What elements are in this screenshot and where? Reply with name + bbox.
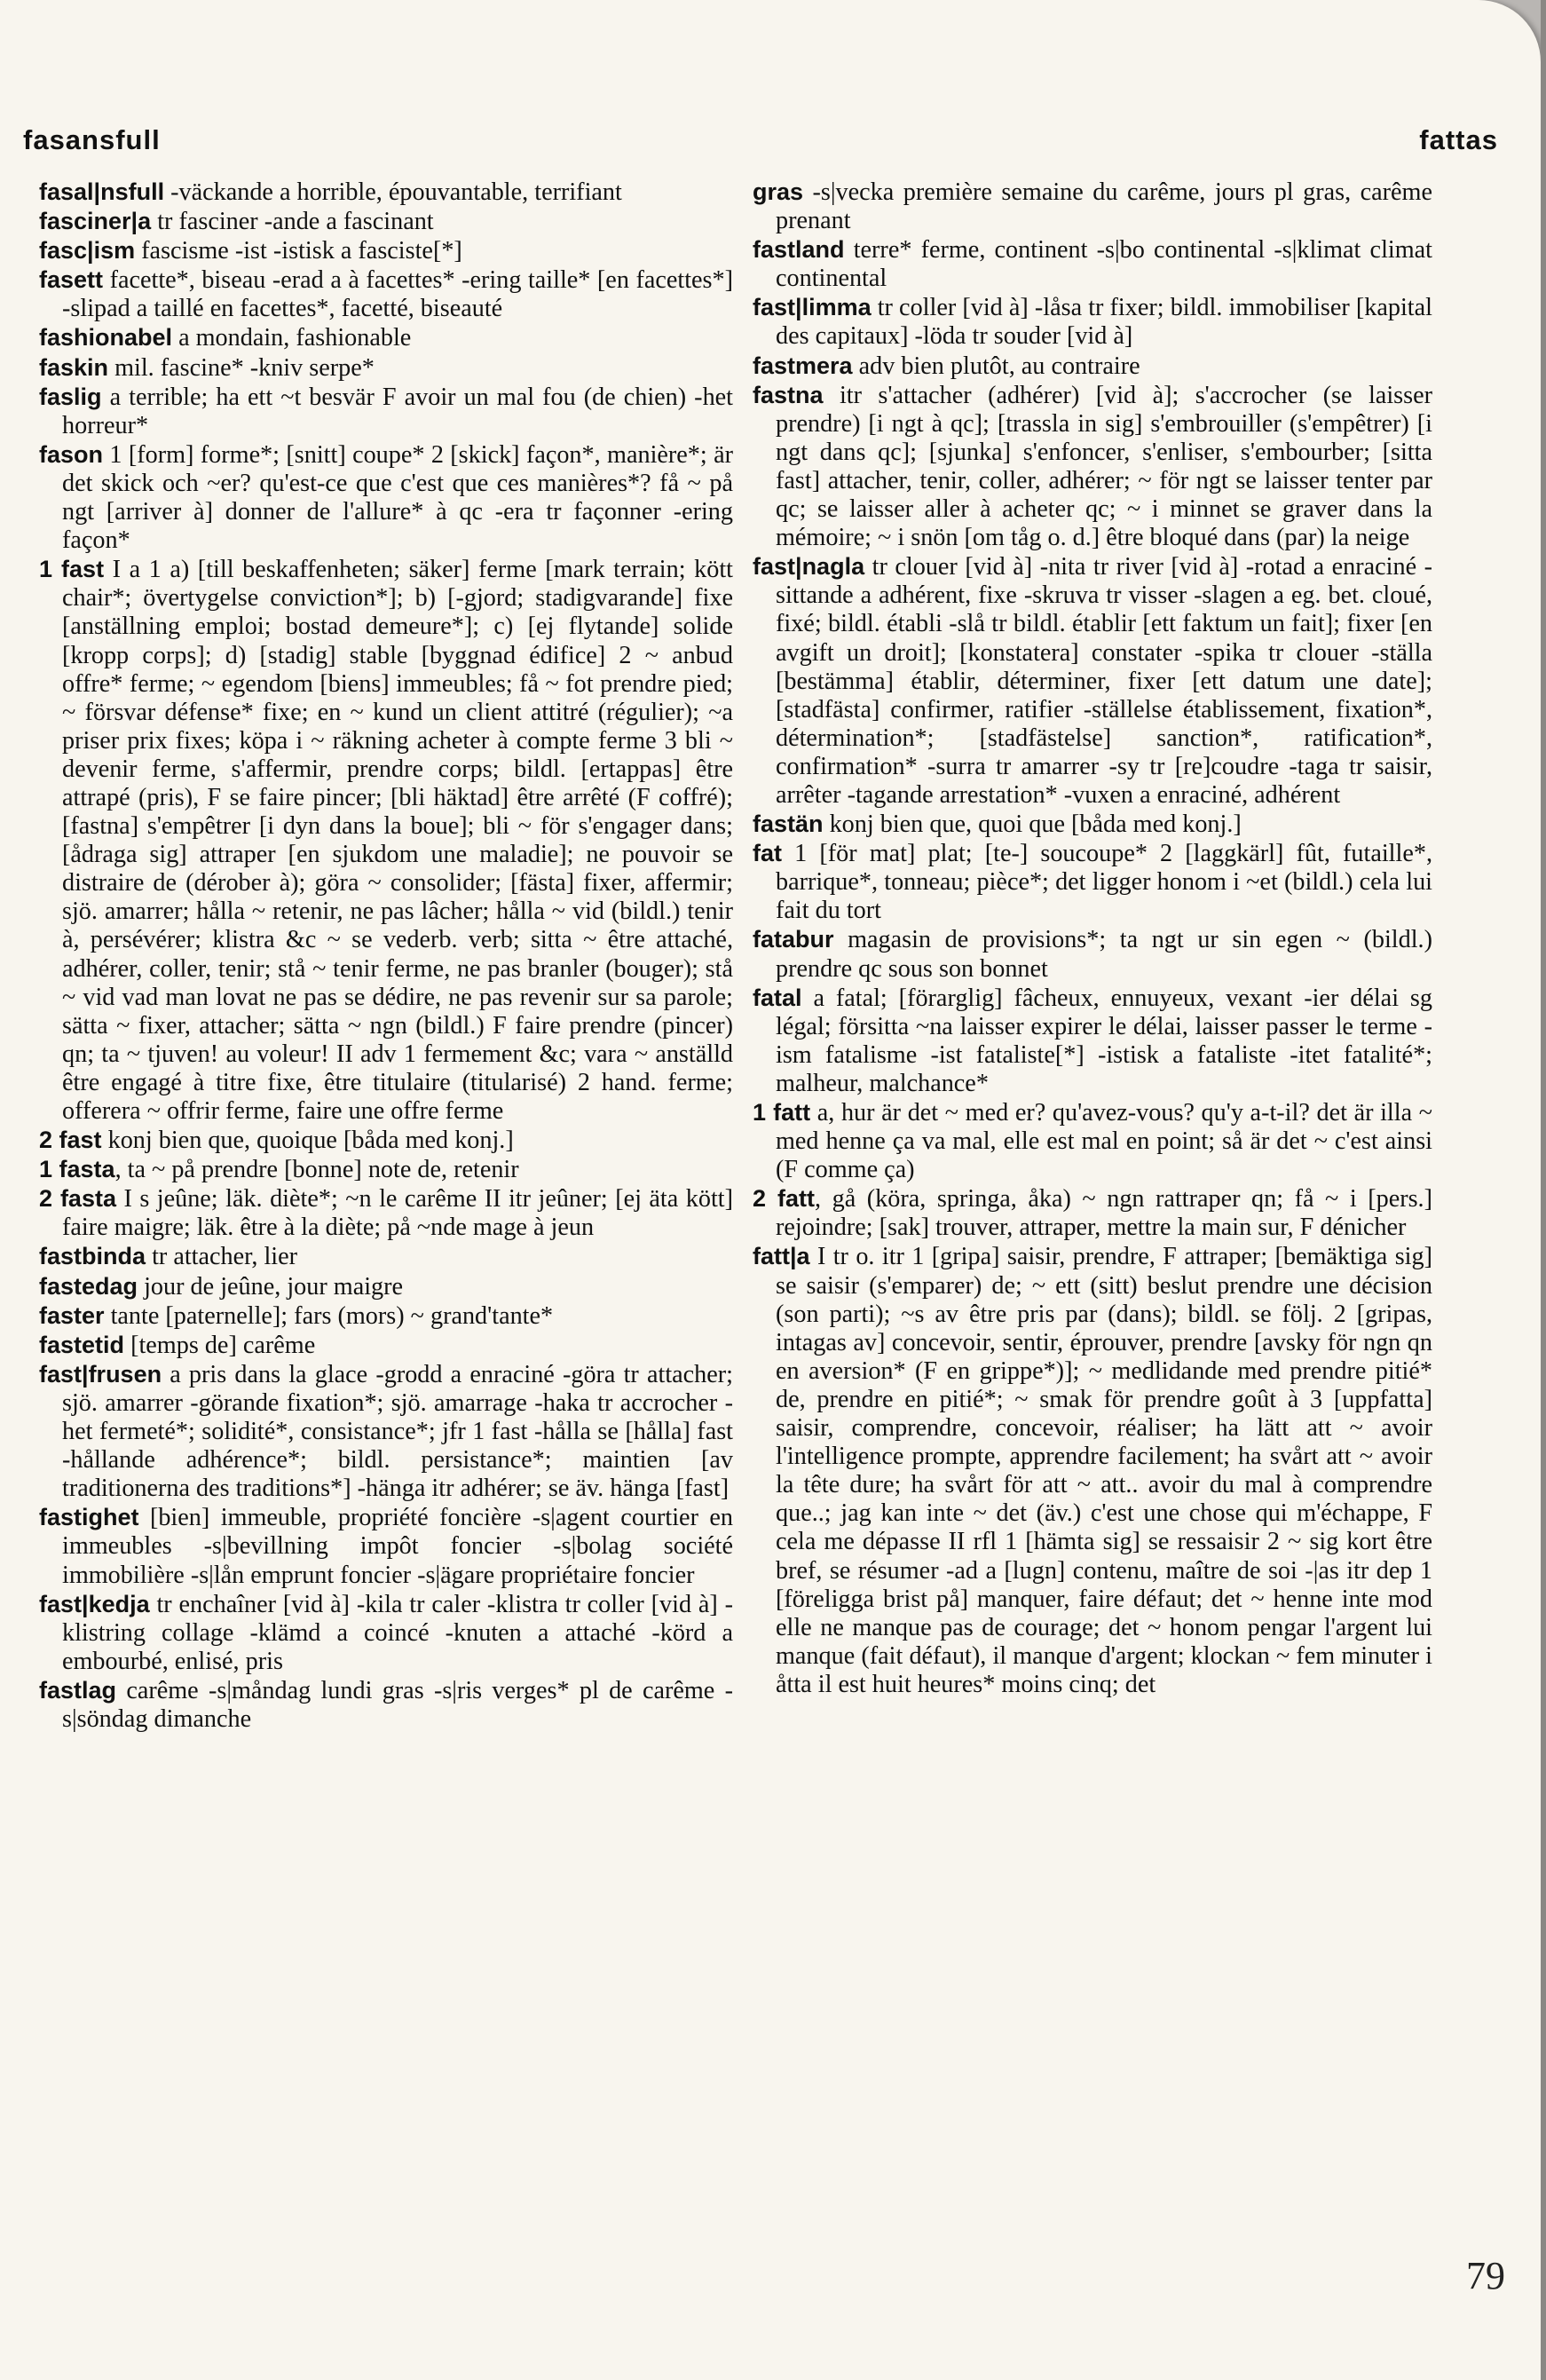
- dictionary-entry: fastighet [bien] immeuble, propriété foncière -s|agent courtier en immeubles -s|bevillning impôt foncier -s|bolag société immobilière -s|lån emprunt foncier -s|ägare propriétaire foncier: [39, 1504, 733, 1589]
- dictionary-entry: faslig a terrible; ha ett ~t besvär F avoir un mal fou (de chien) -het horreur*: [39, 383, 733, 439]
- dictionary-entry: gras -s|vecka première semaine du carême, jours pl gras, carême prenant: [753, 178, 1432, 235]
- headword: 1 fasta: [39, 1156, 115, 1183]
- dictionary-entry: fast|nagla tr clouer [vid à] -nita tr river [vid à] -rotad a enraciné -sittande a adhérent, fixe -skruva tr visser -slagen a eg. bet. cloué, fixé; bildl. établi -slå tr bildl. établir [ett faktum un fait]; fixer [en avgift un droit]; [konstatera] constater -spika tr clouer -ställa [bestämma] établir, déterminer, fixer [ett datum une date]; [stadfästa] confirmer, ratifier -ställelse établissement, fixation*, détermination*; [stadfästelse] sanction*, ratification*, confirmation* -surra tr amarrer -sy tr [re]coudre -taga tr saisir, arrêter -tagande arrestation* -vuxen a enraciné, adhérent: [753, 553, 1432, 809]
- dictionary-entry: fasc|ism fascisme -ist -istisk a fasciste[*]: [39, 237, 462, 265]
- dictionary-entry: fastland terre* ferme, continent -s|bo continental -s|klimat climat continental: [753, 236, 1432, 293]
- dictionary-entry: 2 fatt, gå (köra, springa, åka) ~ ngn rattraper qn; få ~ i [pers.] rejoindre; [sak] trouver, attraper, mettre la main sur, F dénicher: [753, 1185, 1432, 1242]
- dictionary-entry: fasett facette*, biseau -erad a à facettes* -ering taille* [en facettes*] -slipad a taillé en facettes*, facetté, biseauté: [39, 266, 733, 323]
- headword: fasal|nsfull: [39, 178, 165, 205]
- dictionary-entry: fatt|a I tr o. itr 1 [gripa] saisir, prendre, F attraper; [bemäktiga sig] se saisir (s'emparer) de; ~ ett (sitt) beslut prendre une décision (son parti); ~s av être pris par (dans); bildl. se följ. 2 [gripas, intagas av] concevoir, sentir, éprouver, prendre [avsky för ngn qn en aversion* (F en grippe*)]; ~ medlidande med prendre pitié* de, prendre en pitié*; ~ smak för prendre goût à 3 [uppfatta] saisir, comprendre, concevoir, réaliser; ha lätt att ~ avoir l'intelligence prompte, apprendre facilement; ha svårt att ~ avoir la tête dure; ha svårt för att ~ att.. avoir du mal à comprendre que..; jag kan inte ~ det (äv.) c'est une chose qui m'échappe, F cela me dépasse II rfl 1 [hämta sig] se ressaisir 2 ~ sig kort être bref, se résumer -ad a [lugn] contenu, maître de soi -|as itr dep 1 [föreligga brist på] manquer, faire défaut; det ~ henne inte mod elle ne manque pas de courage; det ~ honom pengar l'argent lui manque (fait défaut), il manque d'argent; klockan ~ fem minuter i åtta il est huit heures* moins cinq; det: [753, 1243, 1432, 1698]
- dictionary-entry: faskin mil. fascine* -kniv serpe*: [39, 353, 375, 382]
- headword: 2 fast: [39, 1127, 102, 1154]
- dictionary-entry: fastlag carême -s|måndag lundi gras -s|ris verges* pl de carême -s|söndag dimanche: [39, 1676, 733, 1733]
- guide-word-right: fattas: [1419, 124, 1498, 155]
- dictionary-entry: fason 1 [form] forme*; [snitt] coupe* 2 [skick] façon*, manière*; är det skick och ~er? qu'est-ce que c'est que ces manières*? få ~ på ngt [arriver à] donner de l'allure* à qc -era tr façonner -ering façon*: [39, 440, 733, 555]
- headword: fatal: [753, 984, 802, 1011]
- dictionary-entry: 2 fasta I s jeûne; läk. diète*; ~n le carême II itr jeûner; [ej äta kött] faire maigre; läk. être à la diète; på ~nde mage à jeun: [39, 1185, 733, 1242]
- dictionary-entry: 1 fast I a 1 a) [till beskaffenheten; säker] ferme [mark terrain; kött chair*; övertygelse conviction*]; b) [-gjord; stadigvarande] fixe [anställning emploi; bostad demeure*]; c) [ej flytande] solide [kropp corps]; d) [stadig] stable [byggnad édifice] 2 ~ anbud offre* ferme; ~ egendom [biens] immeubles; få ~ fot prendre pied; ~ försvar défense* fixe; en ~ kund un client attitré (régulier); ~a priser prix fixes; köpa i ~ räkning acheter à compte ferme 3 bli ~ devenir ferme, s'affermir, prendre corps; bildl. [ertappas] être attrapé (pris), F se faire pincer; [bli häktad] être arrêté (F coffré); [fastna] s'empêtrer [i dyn dans la boue]; bli ~ för s'engager dans; [ådraga sig] attraper [en sjukdom une maladie]; ne pouvoir se distraire de (dérober à); göra ~ consolider; [fästa] fixer, affermir; sjö. amarrer; hålla ~ retenir, ne pas lâcher; hålla ~ vid (bildl.) tenir à, persévérer; klistra &c ~ se vederb. verb; sitta ~ être attaché, adhérer, coller, tenir; stå ~ tenir ferme, ne pas branler (bouger); stå ~ vid vad man lovat ne pas se dédire, ne pas revenir sur sa parole; sätta ~ fixer, attacher; sätta ~ ngn (bildl.) F faire prendre (pincer) qn; ta ~ tjuven! au voleur! II adv 1 fermement &c; vara ~ anställd être engagé à titre fixe, être titulaire (titularisé) 2 hand. ferme; offerera ~ offrir ferme, faire une offre ferme: [39, 556, 733, 1125]
- dictionary-entry: fat 1 [för mat] plat; [te-] soucoupe* 2 [laggkärl] fût, futaille*, barrique*, tonneau; pièce*; det ligger honom i ~et (bildl.) cela lui fait du tort: [753, 840, 1432, 925]
- headword: fastna: [753, 381, 824, 408]
- dictionary-entry: fastedag jour de jeûne, jour maigre: [39, 1272, 404, 1301]
- dictionary-entry: fashionabel a mondain, fashionable: [39, 324, 412, 352]
- dictionary-entry: faster tante [paternelle]; fars (mors) ~ grand'tante*: [39, 1301, 554, 1330]
- headword: faskin: [39, 353, 109, 381]
- dictionary-entry: 2 fast konj bien que, quoique [båda med konj.]: [39, 1127, 514, 1155]
- headword: fastlag: [39, 1676, 117, 1704]
- headword: fashionabel: [39, 324, 173, 352]
- headword: fast|limma: [753, 294, 872, 321]
- dictionary-entry: fastetid [temps de] carême: [39, 1331, 316, 1359]
- dictionary-entry: fast|frusen a pris dans la glace -grodd a enraciné -göra tr attacher; sjö. amarrer -görande fixation*; sjö. amarrage -haka tr accrocher -het fermeté*; solidité*, consistance*; jfr 1 fast -hålla se [hålla] fast -hållande adhérence*; bildl. persistance*; maintien [av traditionerna des traditions*] -hänga itr adhérer; se äv. hänga [fast]: [39, 1360, 733, 1503]
- headword: faslig: [39, 383, 102, 410]
- headword: gras: [753, 178, 804, 205]
- headword: fasett: [39, 266, 104, 294]
- headword: 2 fatt: [753, 1185, 816, 1213]
- dictionary-entry: fasciner|a tr fasciner -ande a fascinant: [39, 208, 434, 236]
- headword: fastighet: [39, 1504, 139, 1531]
- dictionary-entry: 1 fasta, ta ~ på prendre [bonne] note de, retenir: [39, 1156, 519, 1184]
- dictionary-entry: fast|limma tr coller [vid à] -låsa tr fixer; bildl. immobiliser [kapital des capitaux] -löda tr souder [vid à]: [753, 294, 1432, 351]
- dictionary-entry: fastbinda tr attacher, lier: [39, 1243, 298, 1271]
- dictionary-entry: fasal|nsfull -väckande a horrible, épouvantable, terrifiant: [39, 178, 622, 206]
- page-number: 79: [1466, 2254, 1505, 2297]
- headword: fastmera: [753, 352, 853, 379]
- dictionary-entry: fastän konj bien que, quoi que [båda med konj.]: [753, 810, 1242, 839]
- headword: fast|nagla: [753, 553, 865, 581]
- right-column: [753, 178, 1432, 2268]
- headword: fastbinda: [39, 1243, 146, 1270]
- headword: fast|frusen: [39, 1360, 162, 1388]
- headword: 1 fast: [39, 556, 105, 583]
- guide-word-left: fasansfull: [23, 124, 161, 155]
- headword: fason: [39, 440, 104, 468]
- left-column: [39, 178, 733, 2268]
- headword: fastedag: [39, 1272, 138, 1300]
- dictionary-entry: fastmera adv bien plutôt, au contraire: [753, 352, 1140, 380]
- headword: fasciner|a: [39, 208, 152, 235]
- headword: fatt|a: [753, 1243, 810, 1270]
- dictionary-entry: fatabur magasin de provisions*; ta ngt ur sin egen ~ (bildl.) prendre qc sous son bonnet: [753, 926, 1432, 983]
- headword: fastetid: [39, 1331, 125, 1358]
- headword: fastän: [753, 810, 824, 838]
- page-edge: [1541, 0, 1546, 2380]
- headword: faster: [39, 1301, 105, 1329]
- headword: 2 fasta: [39, 1185, 116, 1213]
- headword: fast|kedja: [39, 1590, 150, 1617]
- dictionary-entry: fatal a fatal; [förarglig] fâcheux, ennuyeux, vexant -ier délai sg légal; försitta ~na laisser expirer le délai, laisser passer le terme -ism fatalisme -ist fataliste[*] -istisk a fataliste -itet fatalité*; malheur, malchance*: [753, 984, 1432, 1097]
- dictionary-entry: fast|kedja tr enchaîner [vid à] -kila tr caler -klistra tr coller [vid à] -klistring collage -klämd a coincé -knuten a attaché -körd a embourbé, enlisé, pris: [39, 1590, 733, 1675]
- dictionary-entry: fastna itr s'attacher (adhérer) [vid à]; s'accrocher (se laisser prendre) [i ngt à qc]; [trassla in sig] s'embrouiller (s'empêtrer) [i ngt dans qc]; [sjunka] s'enfoncer, s'enliser, s'embourber; [sitta fast] attacher, tenir, coller, adhérer; ~ för ngt se laisser tenter par qc; se laisser aller à acheter qc; ~ i minnet se graver dans la mémoire; ~ i snön [om tåg o. d.] être bloqué dans (par) la neige: [753, 381, 1432, 552]
- headword: 1 fatt: [753, 1099, 811, 1126]
- headword: fatabur: [753, 926, 834, 953]
- headword: fat: [753, 840, 782, 867]
- headword: fasc|ism: [39, 237, 136, 265]
- dictionary-entry: 1 fatt a, hur är det ~ med er? qu'avez-vous? qu'y a-t-il? det är illa ~ med henne ça va mal, elle est mal en point; så är det ~ c'est ainsi (F comme ça): [753, 1099, 1432, 1184]
- running-header: [23, 124, 1498, 169]
- headword: fastland: [753, 236, 845, 264]
